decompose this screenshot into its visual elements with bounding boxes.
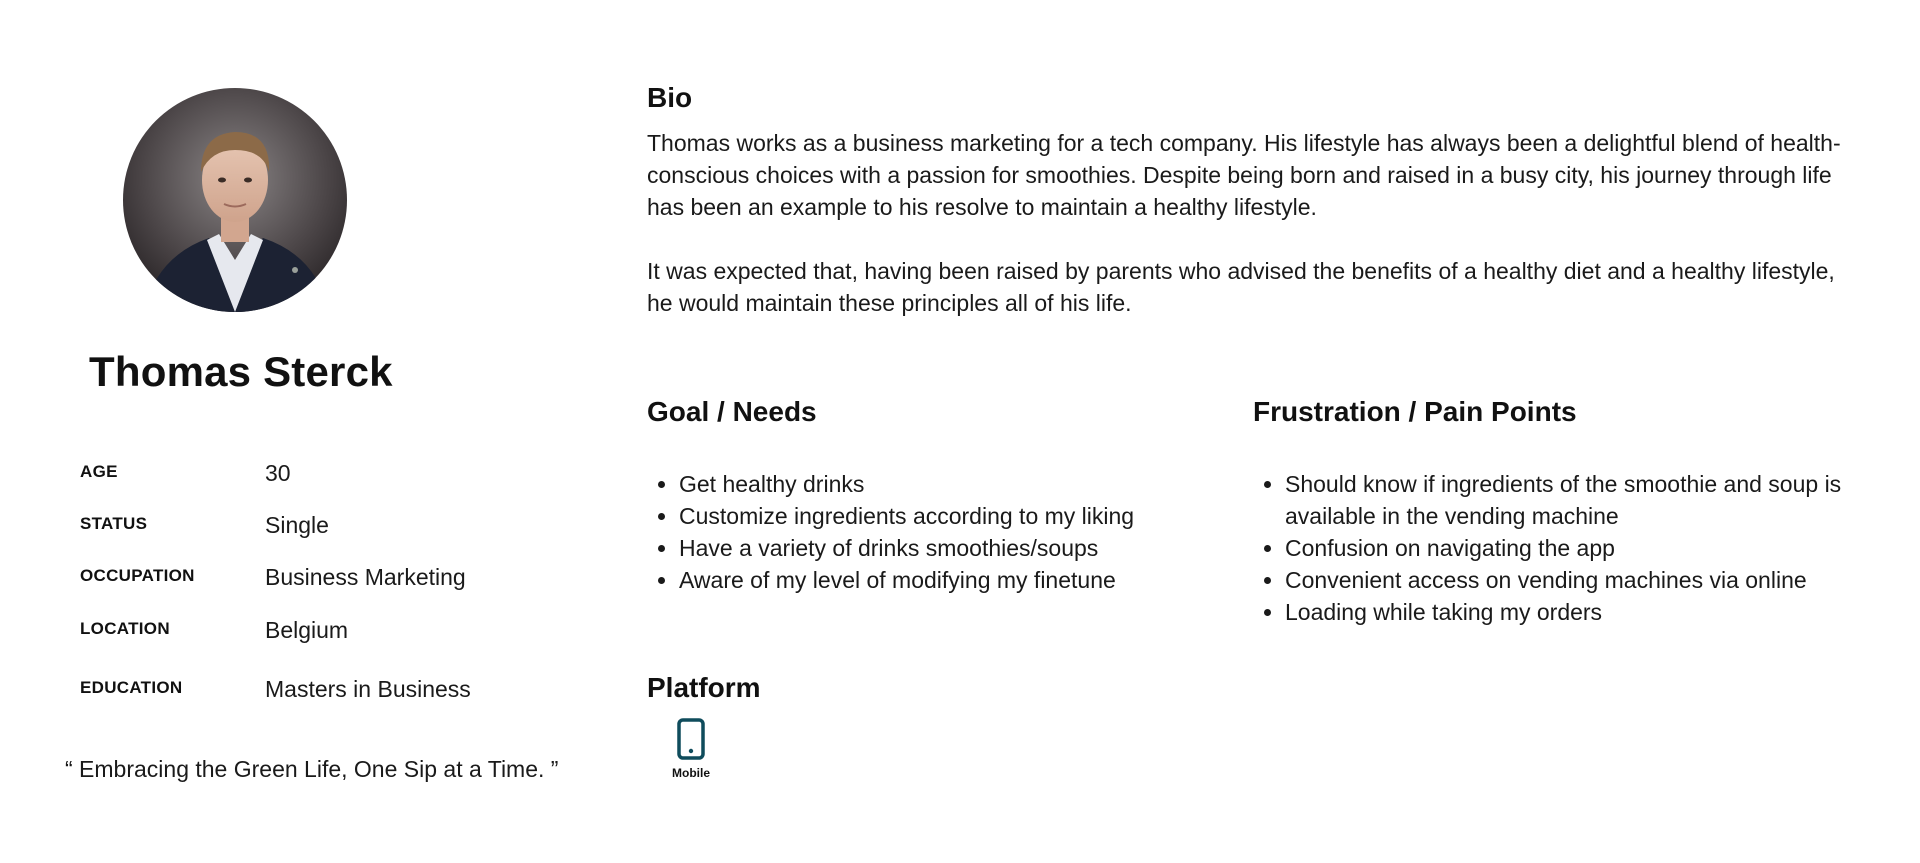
platform-label: Mobile — [672, 766, 710, 780]
goal-item: • Aware of my level of modifying my finetune — [679, 564, 1239, 596]
frustration-item: • Loading while taking my orders — [1285, 596, 1905, 628]
attribute-label: OCCUPATION — [80, 566, 195, 585]
attribute-value: Masters in Business — [265, 676, 471, 702]
attribute-value: 30 — [265, 460, 291, 486]
avatar — [123, 88, 347, 312]
attribute-label: LOCATION — [80, 619, 170, 638]
platform-item-mobile — [666, 718, 716, 780]
attribute-label: STATUS — [80, 514, 148, 533]
attribute-value: Business Marketing — [265, 564, 466, 590]
goal-item: • Have a variety of drinks smoothies/soups — [679, 532, 1239, 564]
platform-title: Platform — [647, 672, 761, 703]
goals-title: Goal / Needs — [647, 396, 817, 427]
persona-name: Thomas Sterck — [89, 348, 393, 395]
frustrations-list — [1253, 468, 1905, 628]
attribute-label: AGE — [80, 462, 118, 481]
frustration-item: • Convenient access on vending machines via online — [1285, 564, 1905, 596]
persona-quote: “ Embracing the Green Life, One Sip at a Time. ” — [65, 756, 559, 782]
avatar-photo-icon — [123, 88, 347, 312]
bio-text — [647, 127, 1857, 319]
frustration-item: • Confusion on navigating the app — [1285, 532, 1905, 564]
bio-title: Bio — [647, 82, 693, 113]
attribute-row-occupation — [80, 564, 560, 604]
attribute-row-location — [80, 617, 560, 657]
frustrations-title: Frustration / Pain Points — [1253, 396, 1577, 427]
frustration-item: • Should know if ingredients of the smoothie and soup is available in the vending machine — [1285, 468, 1905, 532]
attribute-value: Belgium — [265, 617, 349, 643]
attribute-row-status — [80, 512, 560, 552]
goal-item: • Get healthy drinks — [679, 468, 1239, 500]
attribute-row-education — [80, 676, 560, 716]
bio-paragraph: It was expected that, having been raised by parents who advised the benefits of a healthy diet and a healthy lifestyle, he would maintain these principles all of his life. — [647, 258, 1835, 316]
bio-paragraph: Thomas works as a business marketing for a tech company. His lifestyle has always been a delightful blend of health-conscious choices with a passion for smoothies. Despite being born and raised in a busy city, his journey through life has been an example to his resolve to maintain a healthy lifestyle. — [647, 130, 1841, 220]
mobile-phone-icon — [677, 718, 705, 760]
attribute-row-age — [80, 460, 560, 500]
attribute-value: Single — [265, 512, 329, 538]
goal-item: • Customize ingredients according to my liking — [679, 500, 1239, 532]
goals-list — [647, 468, 1239, 596]
attribute-label: EDUCATION — [80, 678, 183, 697]
